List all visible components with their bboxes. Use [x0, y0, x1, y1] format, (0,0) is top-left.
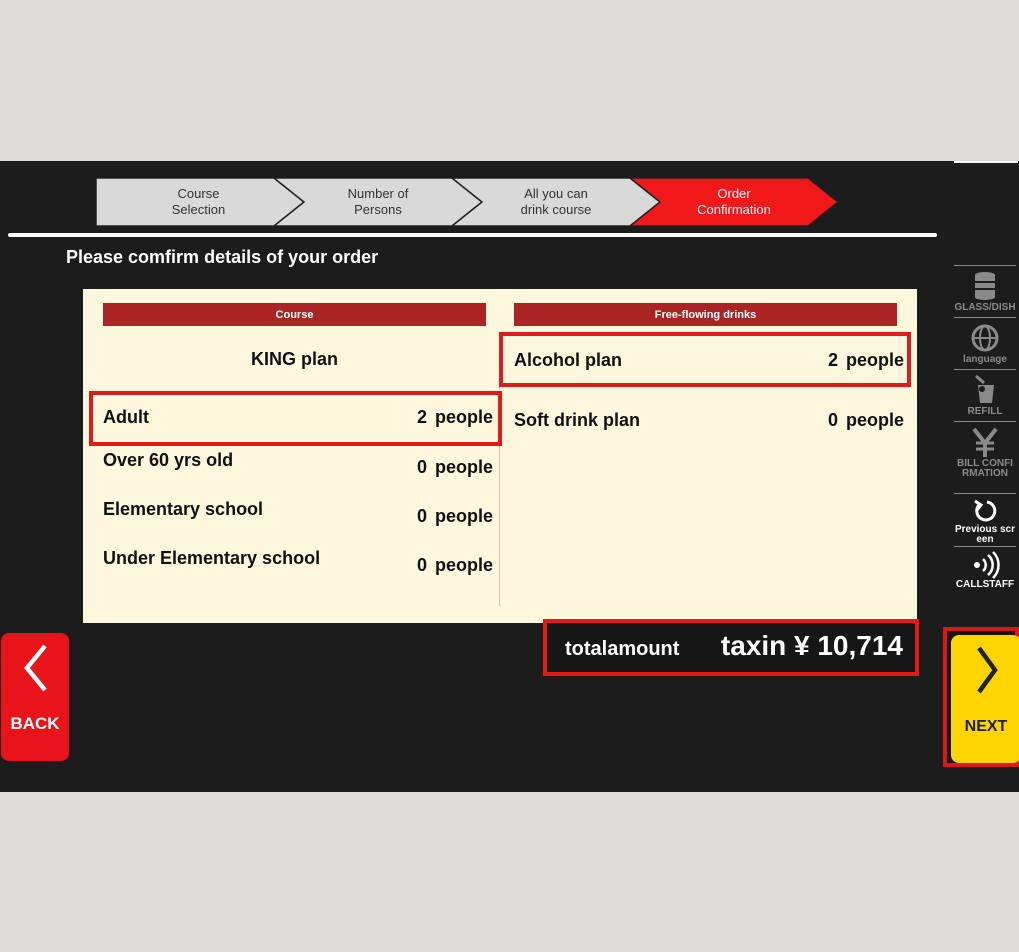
row-unit: people — [434, 555, 493, 575]
course-row-over-60 — [103, 450, 493, 480]
course-row-elementary — [103, 499, 493, 529]
step-label: Number of Persons — [347, 186, 409, 217]
row-unit: people — [434, 506, 493, 526]
chevron-left-icon — [19, 643, 51, 693]
row-unit: people — [845, 410, 904, 430]
row-label: Elementary school — [103, 499, 264, 519]
row-count: 0 — [827, 410, 838, 430]
drinks-header: Free-flowing drinks — [514, 303, 897, 326]
total-value: taxin ¥ 10,714 — [720, 630, 903, 661]
sidebar-label: GLASS/DISH — [954, 302, 1016, 313]
step-order-confirmation — [630, 178, 840, 226]
row-unit: people — [845, 350, 904, 370]
total-label: totalamount — [565, 638, 680, 660]
row-label: Alcohol plan — [514, 350, 622, 370]
sidebar-previous-screen[interactable] — [954, 493, 1016, 546]
row-label: Under Elementary school — [103, 548, 321, 568]
back-button[interactable] — [1, 633, 69, 761]
top-edge-line — [954, 161, 1018, 163]
row-count: 0 — [416, 457, 427, 477]
row-label: Soft drink plan — [514, 410, 640, 430]
call-staff-icon — [968, 550, 1002, 580]
total-amount-box — [543, 619, 919, 676]
sidebar-call-staff[interactable] — [954, 546, 1016, 598]
app-screen — [0, 161, 1019, 792]
progress-steps — [96, 178, 841, 226]
sidebar-label: REFILL — [967, 406, 1003, 417]
next-highlight-frame — [943, 627, 1019, 767]
row-unit: people — [434, 407, 493, 427]
refill-icon — [968, 373, 1002, 407]
page-title: Please comfirm details of your order — [66, 247, 379, 267]
next-label: NEXT — [964, 718, 1008, 735]
sidebar-label: Previous screen — [954, 524, 1016, 545]
sidebar-label: BILL CONFIRMATION — [957, 458, 1013, 479]
row-count: 2 — [416, 407, 427, 427]
row-unit: people — [434, 457, 493, 477]
row-count: 0 — [416, 555, 427, 575]
course-plan-name: KING plan — [250, 349, 338, 369]
glass-dish-icon — [968, 269, 1002, 303]
sidebar-glass-dish[interactable] — [954, 265, 1016, 317]
next-button[interactable] — [951, 635, 1019, 763]
order-details-panel — [83, 289, 917, 623]
header-divider — [8, 233, 937, 237]
globe-icon — [968, 321, 1002, 355]
sidebar-label: CALLSTAFF — [955, 579, 1015, 590]
row-label: Adult — [103, 407, 149, 427]
highlight-box-adult — [89, 391, 502, 446]
course-header: Course — [103, 303, 486, 326]
undo-icon — [971, 497, 999, 525]
drink-row-soft-drink — [514, 410, 904, 440]
step-label: All you can drink course — [520, 186, 592, 217]
row-count: 0 — [416, 506, 427, 526]
chevron-right-icon — [969, 645, 1001, 695]
step-label: Order Confirmation — [697, 186, 771, 217]
row-count: 2 — [827, 350, 838, 370]
back-label: BACK — [10, 714, 60, 733]
sidebar-label: language — [963, 354, 1007, 365]
sidebar-bill-confirmation[interactable] — [954, 421, 1016, 493]
yen-icon — [968, 425, 1002, 459]
step-label: Course Selection — [171, 186, 226, 217]
row-label: Over 60 yrs old — [103, 450, 234, 470]
sidebar-refill[interactable] — [954, 369, 1016, 421]
sidebar — [954, 265, 1018, 598]
highlight-box-alcohol — [499, 332, 911, 387]
sidebar-language[interactable] — [954, 317, 1016, 369]
course-row-under-elementary — [103, 548, 493, 578]
